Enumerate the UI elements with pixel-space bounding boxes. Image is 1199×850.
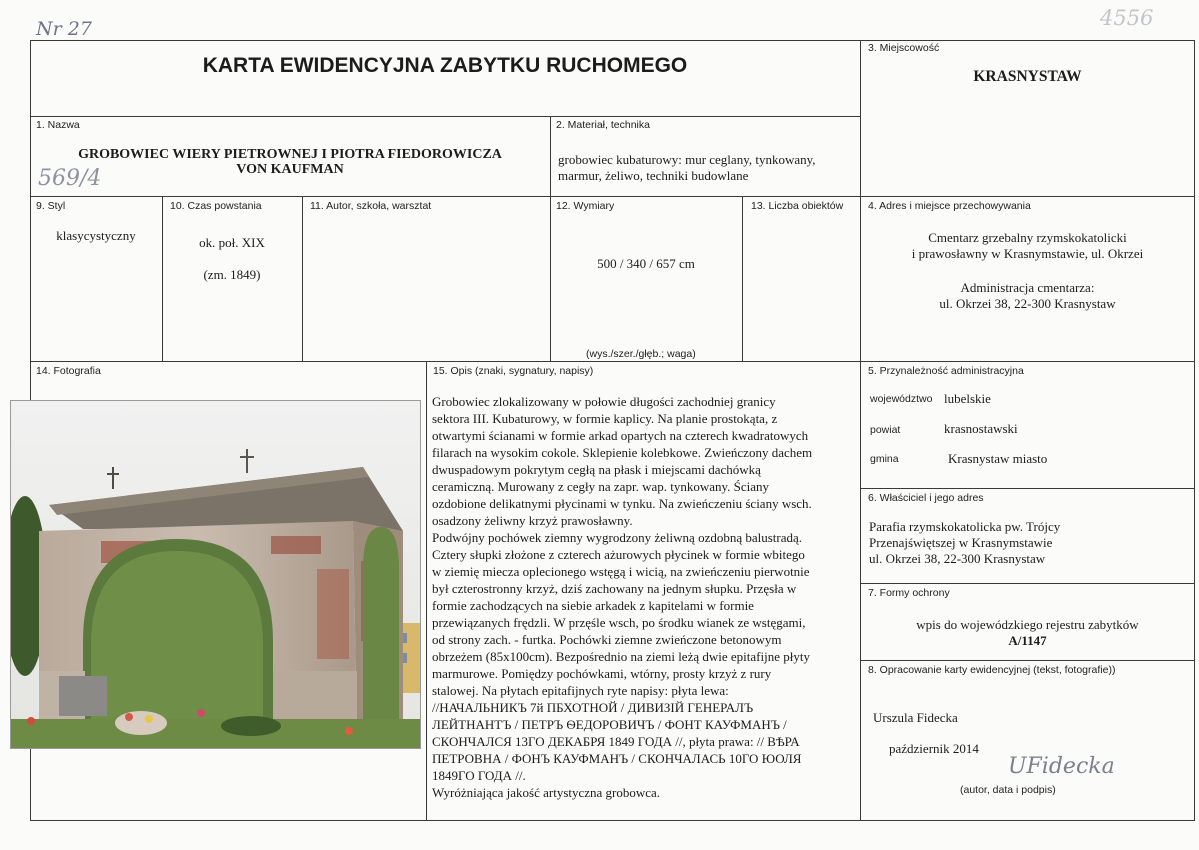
description-line: otwartymi ścianami w formie arkad opartych na czterech kwadratowych: [432, 428, 809, 443]
tomb-photograph: [10, 400, 421, 749]
rule-f12-f13: [742, 196, 743, 361]
field-10-line2: (zm. 1849): [203, 267, 261, 282]
field-10-line1: ok. poł. XIX: [199, 235, 265, 250]
field-3-label: 3. Miejscowość: [868, 42, 940, 54]
field-1-line2: VON KAUFMAN: [236, 162, 344, 177]
description-line: w ziemię miecza oplecionego wstęgą i wicią, na zwieńczeniu pierwotnie: [432, 564, 810, 579]
field-9-label: 9. Styl: [36, 200, 66, 212]
field-5-label: 5. Przynależność administracyjna: [868, 365, 1024, 377]
field-6-line2: Przenajświętszej w Krasnymstawie: [869, 535, 1053, 550]
field-4-line3: Administracja cmentarza:: [960, 280, 1095, 295]
description-line: formie zachodzących na siebie arkadek z kapitelami w formie: [432, 598, 754, 613]
rule-f1-f2: [550, 116, 551, 196]
field-4-line2: i prawosławny w Krasnymstawie, ul. Okrzei: [911, 246, 1144, 261]
rule-f5-bottom: [860, 488, 1195, 489]
description-line: marmurowe. Pomiędzy pochówkami, wtórny, prosty krzyż z rury: [432, 666, 772, 681]
field-6-label: 6. Właściciel i jego adres: [868, 492, 984, 504]
description-line: Cztery słupki złożone z czterech ażurowych płycinek w formie wbitego: [432, 547, 805, 562]
description-line: stalowej. Na płytach epitafijnych ryte napisy: płyta lewa:: [432, 683, 729, 698]
field-5-key-wojewodztwo: województwo: [870, 393, 933, 405]
field-6-line3: ul. Okrzei 38, 22-300 Krasnystaw: [869, 551, 1046, 566]
rule-f7-bottom: [860, 660, 1195, 661]
field-1-line1: GROBOWIEC WIERY PIETROWNEJ I PIOTRA FIEDOROWICZA: [78, 147, 502, 162]
rule-col-right: [860, 40, 861, 820]
field-2-line2: marmur, żeliwo, techniki budowlane: [558, 168, 749, 183]
rule-row2-bottom: [30, 361, 1195, 362]
field-1-label: 1. Nazwa: [36, 119, 80, 131]
description-line: 1849ГО ГОДА //.: [432, 768, 526, 783]
author-signature: UFidecka: [1008, 754, 1115, 779]
field-10-label: 10. Czas powstania: [170, 200, 262, 212]
description-line: Podwójny pochówek ziemny wygrodzony żeliwną ozdobną balustradą.: [432, 530, 803, 545]
description-line: //НАЧАЛЬНИКЪ 7й ПБХОТНОЙ / ДИВИЗІЙ ГЕНЕРАЛЪ: [432, 700, 754, 715]
description-line: ceramiczną. Murowany z cegły na zapr. wap. tynkowany. Ściany: [432, 479, 770, 494]
rule-right: [1194, 40, 1195, 820]
description-text: [432, 393, 857, 801]
description-line: ЛЕЙТНАНТЪ / ПЕТРЪ ѲЕДОРОВИЧЪ / ФОНТ КАУФМАНЪ /: [432, 717, 787, 732]
rule-f14-f15: [426, 361, 427, 820]
description-line: obrzeżem (85x100cm). Bezpośrednio na ziemi leżą dwie epitafijne płyty: [432, 649, 810, 664]
field-7-label: 7. Formy ochrony: [868, 587, 950, 599]
field-8-caption: (autor, data i podpis): [960, 784, 1056, 796]
handwritten-number-left: Nr 27: [36, 18, 92, 40]
description-line: był czterostronny krzyż, dziś zachowany na jednym słupku. Przęsła w: [432, 581, 797, 596]
field-8-date: październik 2014: [889, 741, 979, 756]
rule-bottom: [30, 820, 1195, 821]
field-3-value: KRASNYSTAW: [973, 68, 1082, 85]
description-line: osadzony żeliwny krzyż prawosławny.: [432, 513, 633, 528]
field-2-label: 2. Materiał, technika: [556, 119, 650, 131]
handwritten-inventory-number: 569/4: [38, 166, 102, 191]
field-5-key-powiat: powiat: [870, 424, 901, 436]
description-line: Grobowiec zlokalizowany w połowie długości zachodniej granicy: [432, 394, 776, 409]
description-line: dwuspadowym pokrytym cegłą na płask i miejscami dachówką: [432, 462, 761, 477]
field-5-value-wojewodztwo: lubelskie: [944, 391, 991, 406]
field-15-label: 15. Opis (znaki, sygnatury, napisy): [433, 365, 594, 377]
field-5-key-gmina: gmina: [870, 453, 899, 465]
handwritten-number-right: 4556: [1100, 6, 1154, 30]
field-5-value-powiat: krasnostawski: [944, 421, 1018, 436]
description-line: Wyróżniająca jakość artystyczna grobowca.: [432, 785, 661, 800]
field-2-line1: grobowiec kubaturowy: mur ceglany, tynkowany,: [558, 152, 816, 167]
field-6-line1: Parafia rzymskokatolicka pw. Trójcy: [869, 519, 1061, 534]
rule-f10-f11: [302, 196, 303, 361]
field-4-line4: ul. Okrzei 38, 22-300 Krasnystaw: [939, 296, 1116, 311]
description-line: СКОНЧАЛСЯ 13ГО ДЕКАБРЯ 1849 ГОДА //, płyta prawa: // ВѢРА: [432, 734, 800, 749]
field-5-value-gmina: Krasnystaw miasto: [948, 451, 1048, 466]
rule-top: [30, 40, 1195, 41]
field-4-line1: Cmentarz grzebalny rzymskokatolicki: [928, 230, 1127, 245]
field-7-line1: wpis do wojewódzkiego rejestru zabytków: [916, 617, 1139, 632]
description-line: ПЕТРОВНА / ФОНЪ КАУФМАНЪ / СКОНЧАЛАСЬ 10ГО ЮОЛЯ: [432, 751, 802, 766]
field-8-author: Urszula Fidecka: [873, 710, 958, 725]
rule-f11-f12: [550, 196, 551, 361]
rule-header-bottom: [30, 116, 860, 117]
rule-f6-bottom: [860, 583, 1195, 584]
description-line: ozdobione delikatnymi płycinami w tynku. Na zwieńczeniu ściany wsch.: [432, 496, 812, 511]
field-12-value: 500 / 340 / 657 cm: [597, 256, 695, 271]
description-line: filarach na wysokim cokole. Sklepienie kolebkowe. Zwieńczony dachem: [432, 445, 813, 460]
description-line: od strony zach. - furtka. Pochówki ziemne zwieńczone betonowym: [432, 632, 782, 647]
field-12-note: (wys./szer./głęb.; waga): [586, 348, 696, 360]
field-7-line2: A/1147: [1008, 633, 1047, 648]
field-8-label: 8. Opracowanie karty ewidencyjnej (tekst, fotografie)): [868, 664, 1116, 676]
description-line: sektora III. Kubaturowy, w formie kaplicy. Na planie prostokąta, z: [432, 411, 778, 426]
field-11-label: 11. Autor, szkoła, warsztat: [310, 200, 432, 212]
description-line: przewiązanych frędzli. W przęśle wsch, po środku wianek ze wstęgami,: [432, 615, 806, 630]
field-13-label: 13. Liczba obiektów: [751, 200, 844, 212]
field-4-label: 4. Adres i miejsce przechowywania: [868, 200, 1031, 212]
field-14-label: 14. Fotografia: [36, 365, 101, 377]
rule-row1-bottom: [30, 196, 1195, 197]
field-12-label: 12. Wymiary: [556, 200, 615, 212]
field-9-value: klasycystyczny: [56, 228, 136, 243]
card-title: KARTA EWIDENCYJNA ZABYTKU RUCHOMEGO: [202, 54, 688, 77]
